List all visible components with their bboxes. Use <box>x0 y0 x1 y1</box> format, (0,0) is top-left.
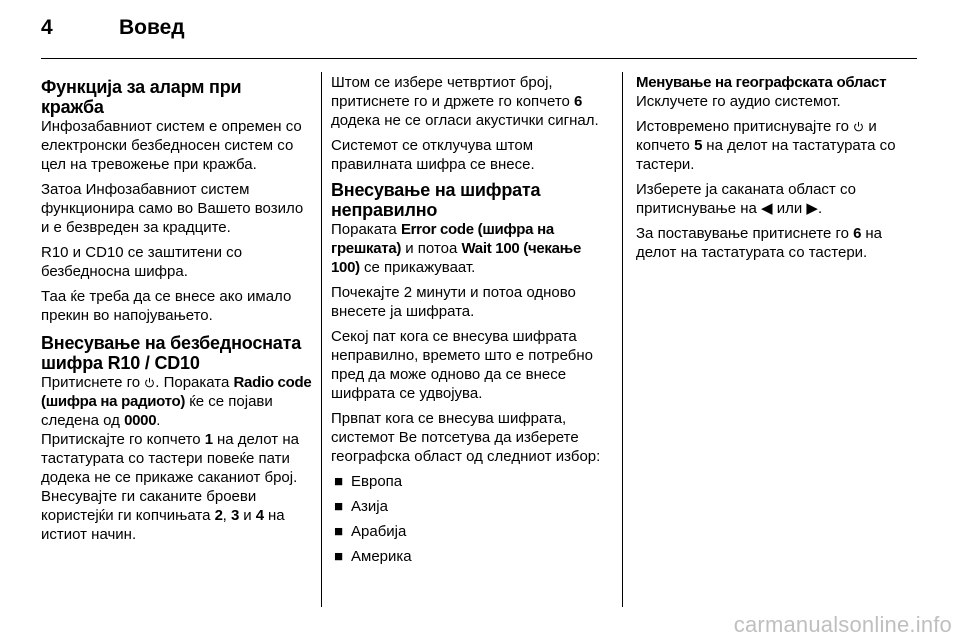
page-number: 4 <box>41 16 53 39</box>
paragraph: Истовремено притиснувајте го и копчето 5 на делот на тастатурата со тастери. <box>636 118 896 173</box>
paragraph: Изберете ја саканата област со притиснување на ◀ или ▶. <box>636 181 856 217</box>
paragraph: Таа ќе треба да се внесе ако имало прекин во напојувањето. <box>41 288 292 324</box>
power-icon <box>144 377 155 388</box>
bullet-icon: ■ <box>334 498 344 515</box>
paragraph: R10 и CD10 се заштитени со безбедносна шифра. <box>41 244 243 280</box>
paragraph: Секој пат кога се внесува шифрата неправилно, времето што е потребно пред да може одново да се внесе шифрата се удвојува. <box>331 328 594 402</box>
column-2 <box>331 73 605 572</box>
paragraph: Штом се избере четвртиот број, притиснете го и држете го копчето 6 додека не се огласи акустички сигнал. <box>331 74 599 129</box>
section-heading-theft-alarm: Функција за аларм при кражба <box>41 77 242 117</box>
list-item: ■ Европа <box>334 473 403 490</box>
power-icon <box>853 121 864 132</box>
section-heading-enter-code: Внесување на безбедносната шифра R10 / CD10 <box>41 333 302 373</box>
section-heading-change-region: Менување на географската област <box>636 74 887 91</box>
paragraph: Почекајте 2 минути и потоа одново внесете ја шифрата. <box>331 284 576 320</box>
column-1 <box>41 73 313 550</box>
section-heading-wrong-code: Внесување на шифрата неправилно <box>331 180 541 220</box>
column-divider-1 <box>321 72 322 607</box>
page-header <box>41 16 917 60</box>
paragraph: Системот се отклучува штом правилната шифра се внесе. <box>331 137 535 173</box>
paragraph: Притискајте го копчето 1 на делот на тастатурата со тастери повеќе пати додека не се прикаже саканиот број. Внесувајте ги саканите броеви користејќи ги копчињата 2, 3 и 4 на истиот начин. <box>41 431 299 543</box>
paragraph: Инфозабавниот систем е опремен со електронски безбедносен систем со цел на тревожење при кражба. <box>41 118 302 173</box>
paragraph: Пораката Error code (шифра на грешката) и потоа Wait 100 (чекање 100) се прикажуваат. <box>331 221 581 276</box>
arrow-right-icon: ▶ <box>806 200 818 217</box>
paragraph: Првпат кога се внесува шифрата, системот Ве потсетува да изберете географска област од следниот избор: <box>331 410 601 465</box>
paragraph: Притиснете го . Пораката Radio code (шифра на радиото) ќе се појави следена од 0000. <box>41 374 312 429</box>
header-rule <box>41 58 917 59</box>
region-list <box>331 472 605 566</box>
paragraph: Затоа Инфозабавниот систем функционира само во Вашето возило и е безвреден за крадците. <box>41 181 304 236</box>
paragraph: За поставување притиснете го 6 на делот на тастатурата со тастери. <box>636 225 882 261</box>
column-divider-2 <box>622 72 623 607</box>
column-3 <box>636 73 918 268</box>
bullet-icon: ■ <box>334 523 344 540</box>
chapter-title: Вовед <box>119 16 185 39</box>
bullet-icon: ■ <box>334 473 344 490</box>
list-item: ■ Америка <box>334 548 412 565</box>
arrow-left-icon: ◀ <box>761 200 773 217</box>
watermark: carmanualsonline.info <box>733 612 952 637</box>
list-item: ■ Азија <box>334 498 388 515</box>
bullet-icon: ■ <box>334 548 344 565</box>
list-item: ■ Арабија <box>334 523 407 540</box>
paragraph: Исклучете го аудио системот. <box>636 93 841 110</box>
